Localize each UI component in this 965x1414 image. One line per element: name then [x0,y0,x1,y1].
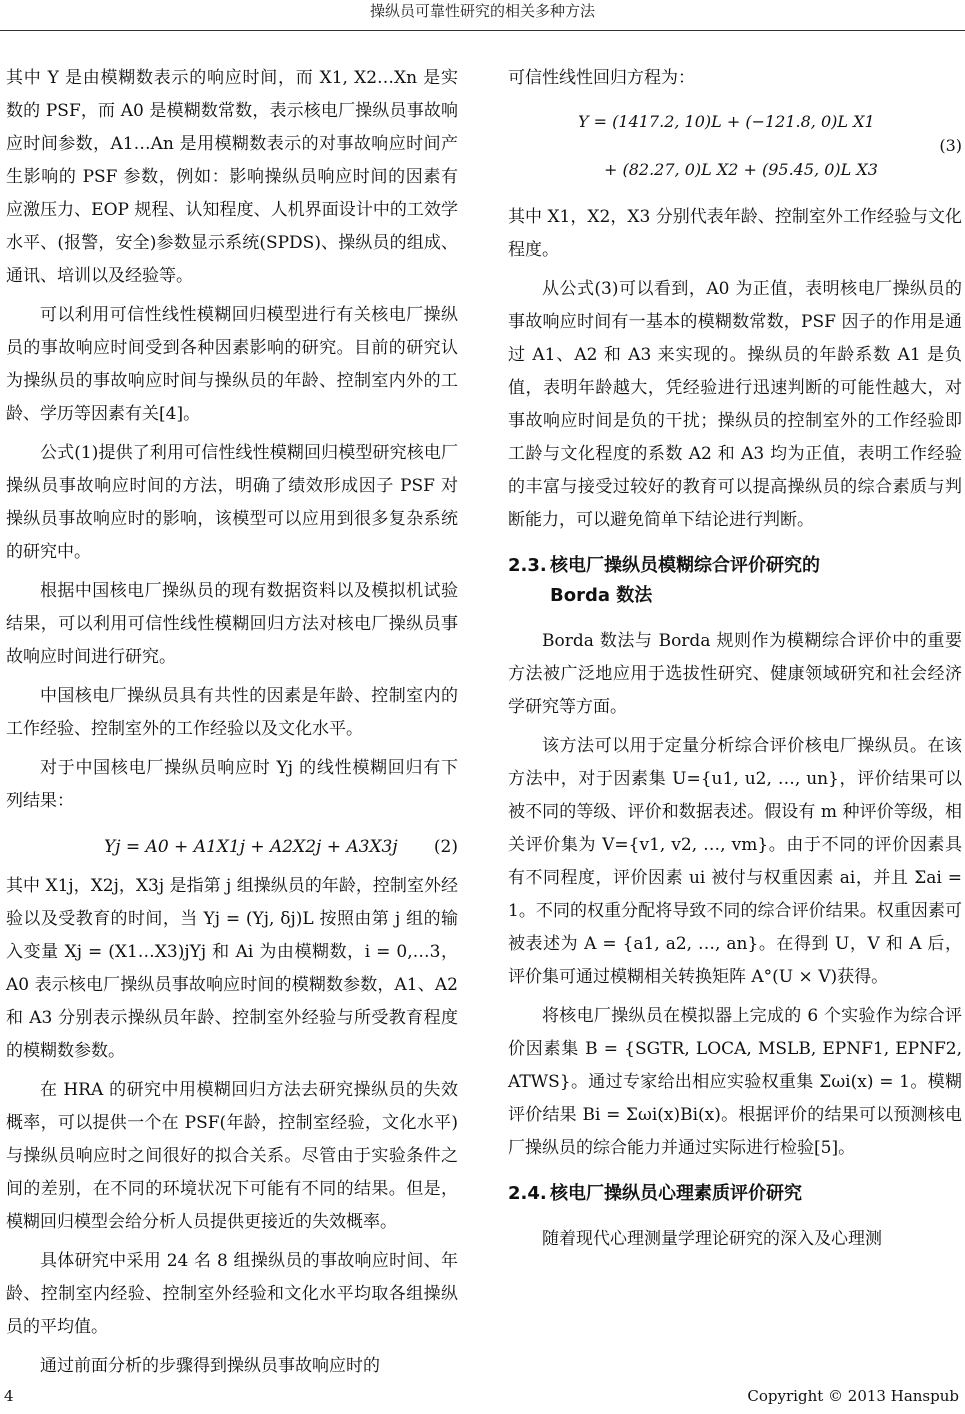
paragraph: 对于中国核电厂操纵员响应时 Yj 的线性模糊回归有下列结果： [6,758,458,811]
paragraph: 根据中国核电厂操纵员的现有数据资料以及模拟机试验结果，可以利用可信性线性模糊回归方法对核电厂操纵员事故响应时间进行研究。 [6,581,458,667]
equation-3-number: (3) [939,136,962,155]
equation-3-line2: + (82.27, 0)L X2 + (95.45, 0)L X3 [604,160,878,179]
page-number: 4 [4,1387,14,1405]
paragraph: 在 HRA 的研究中用模糊回归方法去研究操纵员的失效概率，可以提供一个在 PSF(年龄，控制室经验，文化水平)与操纵员响应时之间很好的拟合关系。尽管由于实验条件之间的差别，在不同的环境状况下可能有不同的结果。但是，模糊回归模型会给分析人员提供更接近的失效概率。 [6,1080,458,1232]
paragraph: 公式(1)提供了利用可信性线性模糊回归模型研究核电厂操纵员事故响应时间的方法，明确了绩效形成因子 PSF 对操纵员事故响应时的影响，该模型可以应用到很多复杂系统的研究中。 [6,443,458,562]
paragraph: 中国核电厂操纵员具有共性的因素是年龄、控制室内的工作经验、控制室外的工作经验以及文化水平。 [6,686,458,739]
section-number: 2.4. [508,1183,547,1204]
paragraph: 将核电厂操纵员在模拟器上完成的 6 个实验作为综合评价因素集 B = {SGTR, LOCA, MSLB, EPNF1, EPNF2, ATWS}。通过专家给出相应实验权重集 Σωi(x) = 1。模糊评价结果 Bi = Σωi(x)Bi(x)。根据评价的结果可以预测核电厂操纵员的综合能力并通过实际进行检验[5]。 [508,1006,962,1158]
header-title: 操纵员可靠性研究的相关多种方法 [369,2,595,20]
paragraph: 可信性线性回归方程为： [508,68,695,88]
paragraph: 其中 X1j，X2j，X3j 是指第 j 组操纵员的年龄，控制室外经验以及受教育的时间，当 Yj = (Yj, δj)L 按照由第 j 组的输入变量 Xj = (X1…X3)jYj 和 Ai 为由模糊数，i = 0,…3，A0 表示核电厂操纵员事故响应时间的模糊数参数，A1、A2 和 A3 分别表示操纵员年龄、控制室外经验与所受教育程度的模糊数参数。 [6,876,458,1061]
left-column [6,62,458,1389]
right-column [508,62,962,1262]
equation-2 [6,824,458,870]
paragraph: 其中 X1，X2，X3 分别代表年龄、控制室外工作经验与文化程度。 [508,207,962,260]
paragraph: 可以利用可信性线性模糊回归模型进行有关核电厂操纵员的事故响应时间受到各种因素影响的研究。目前的研究认为操纵员的事故响应时间与操纵员的年龄、控制室内外的工龄、学历等因素有关[4]。 [6,305,458,424]
section-heading-2-4 [508,1179,962,1209]
paragraph: 其中 Y 是由模糊数表示的响应时间，而 X1, X2…Xn 是实数的 PSF，而 A0 是模糊数常数，表示核电厂操纵员事故响应时间参数，A1…An 是用模糊数表示的对事故响应时间产生影响的 PSF 参数，例如：影响操纵员响应时间的因素有应激压力、EOP 规程、认知程度、人机界面设计中的工效学水平、(报警，安全)参数显示系统(SPDS)、操纵员的组成、通讯、培训以及经验等。 [6,68,458,286]
equation-3 [508,101,962,201]
section-number: 2.3. [508,555,547,576]
paragraph: Borda 数法与 Borda 规则作为模糊综合评价中的重要方法被广泛地应用于选拔性研究、健康领域研究和社会经济学研究等方面。 [508,631,962,717]
equation-2-body: Yj = A0 + A1X1j + A2X2j + A3X3j [104,837,398,857]
paragraph: 具体研究中采用 24 名 8 组操纵员的事故响应时间、年龄、控制室内经验、控制室外经验和文化水平均取各组操纵员的平均值。 [6,1251,458,1337]
paragraph: 该方法可以用于定量分析综合评价核电厂操纵员。在该方法中，对于因素集 U={u1, u2, …, un}，评价结果可以被不同的等级、评价和数据表述。假设有 m 种评价等级，相关评价集为 V={v1, v2, …, vm}。由于不同的评价因素具有不同程度，评价因素 ui 被付与权重因素 ai，并且 Σai = 1。不同的权重分配将导致不同的综合评价结果。权重因素可被表述为 A = {a1, a2, …, an}。在得到 U，V 和 A 后，评价集可通过模糊相关转换矩阵 A°(U × V)获得。 [508,736,962,987]
paragraph: 随着现代心理测量学理论研究的深入及心理测 [542,1229,882,1249]
paragraph: 从公式(3)可以看到，A0 为正值，表明核电厂操纵员的事故响应时间有一基本的模糊数常数，PSF 因子的作用是通过 A1、A2 和 A3 来实现的。操纵员的年龄系数 A1 是负值，表明年龄越大，凭经验进行迅速判断的可能性越大，对事故响应时间是负的干扰；操纵员的控制室外的工作经验即工龄与文化程度的系数 A2 和 A3 均为正值，表明工作经验的丰富与接受过较好的教育可以提高操纵员的综合素质与判断能力，可以避免简单下结论进行判断。 [508,279,962,530]
section-title: 核电厂操纵员心理素质评价研究 [550,1183,802,1204]
paragraph: 通过前面分析的步骤得到操纵员事故响应时的 [40,1356,380,1376]
section-heading-2-3 [508,551,962,611]
equation-3-line1: Y = (1417.2, 10)L + (−121.8, 0)L X1 [578,112,875,131]
section-title-line2: Borda 数法 [550,585,653,606]
copyright: Copyright © 2013 Hanspub [747,1387,959,1405]
equation-2-number: (2) [433,837,458,857]
running-header [0,0,965,31]
section-title-line1: 核电厂操纵员模糊综合评价研究的 [550,555,820,576]
